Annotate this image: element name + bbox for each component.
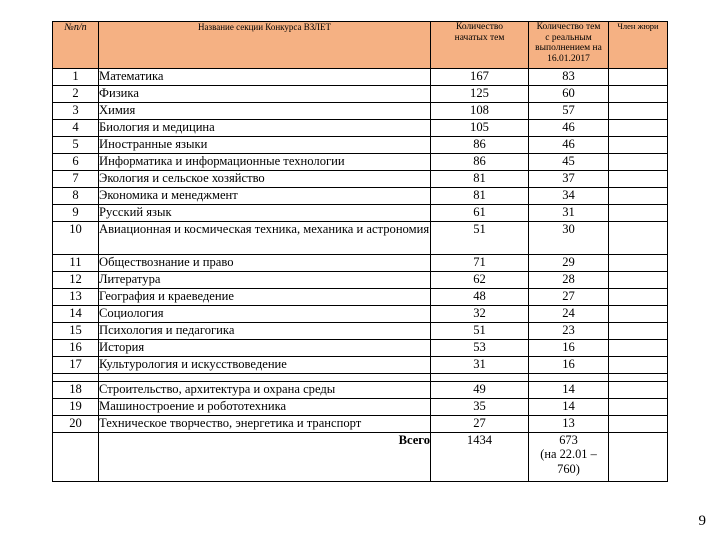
cell-started: 105 <box>431 120 529 137</box>
cell-section: Литература <box>99 272 431 289</box>
table-row <box>53 382 668 399</box>
cell-started: 51 <box>431 222 529 255</box>
cell-jury <box>609 382 668 399</box>
cell-jury <box>609 222 668 255</box>
spacer-cell <box>529 374 609 382</box>
cell-started: 27 <box>431 416 529 433</box>
column-header-completed <box>529 22 609 69</box>
cell-started: 48 <box>431 289 529 306</box>
table-row <box>53 272 668 289</box>
cell-started: 35 <box>431 399 529 416</box>
table-row <box>53 86 668 103</box>
column-header-completed-line-1: Количество тем <box>536 22 601 32</box>
cell-section: Техническое творчество, энергетика и транспорт <box>99 416 431 433</box>
cell-section: Строительство, архитектура и охрана среды <box>99 382 431 399</box>
cell-section: Авиационная и космическая техника, механика и астрономия <box>99 222 431 255</box>
spacer-cell <box>431 374 529 382</box>
cell-jury <box>609 188 668 205</box>
table-footer <box>53 433 668 482</box>
cell-section: География и краеведение <box>99 289 431 306</box>
cell-started: 62 <box>431 272 529 289</box>
cell-section: Иностранные языки <box>99 137 431 154</box>
total-completed-line-1: 673 <box>559 433 578 447</box>
cell-completed: 28 <box>529 272 609 289</box>
cell-completed: 13 <box>529 416 609 433</box>
cell-started: 53 <box>431 340 529 357</box>
cell-jury <box>609 103 668 120</box>
cell-number: 20 <box>53 416 99 433</box>
total-label: Всего <box>99 433 431 482</box>
cell-number: 11 <box>53 255 99 272</box>
cell-started: 61 <box>431 205 529 222</box>
cell-completed: 14 <box>529 399 609 416</box>
column-header-jury: Член жюри <box>609 22 668 69</box>
cell-completed: 83 <box>529 69 609 86</box>
table-row <box>53 357 668 374</box>
cell-section: Машиностроение и робототехника <box>99 399 431 416</box>
spacer-cell <box>53 374 99 382</box>
cell-completed: 45 <box>529 154 609 171</box>
table-row <box>53 323 668 340</box>
cell-started: 81 <box>431 171 529 188</box>
cell-number: 16 <box>53 340 99 357</box>
cell-number: 17 <box>53 357 99 374</box>
cell-jury <box>609 86 668 103</box>
cell-completed: 30 <box>529 222 609 255</box>
total-completed-line-2: (на 22.01 – <box>540 447 597 462</box>
cell-section: Биология и медицина <box>99 120 431 137</box>
table-header <box>53 22 668 69</box>
cell-number: 9 <box>53 205 99 222</box>
cell-section: История <box>99 340 431 357</box>
table-row <box>53 103 668 120</box>
table-row <box>53 205 668 222</box>
cell-started: 167 <box>431 69 529 86</box>
total-row <box>53 433 668 482</box>
cell-section: Химия <box>99 103 431 120</box>
cell-section: Экономика и менеджмент <box>99 188 431 205</box>
cell-section: Культурология и искусствоведение <box>99 357 431 374</box>
cell-started: 71 <box>431 255 529 272</box>
cell-jury <box>609 306 668 323</box>
cell-started: 86 <box>431 137 529 154</box>
table-row <box>53 340 668 357</box>
cell-jury <box>609 171 668 188</box>
cell-section: Физика <box>99 86 431 103</box>
cell-completed: 27 <box>529 289 609 306</box>
table-row <box>53 154 668 171</box>
cell-completed: 46 <box>529 137 609 154</box>
spacer-cell <box>609 374 668 382</box>
table-row <box>53 255 668 272</box>
cell-completed: 16 <box>529 340 609 357</box>
cell-started: 81 <box>431 188 529 205</box>
cell-jury <box>609 340 668 357</box>
table-header-row <box>53 22 668 69</box>
table-row <box>53 188 668 205</box>
table-spacer-row <box>53 374 668 382</box>
table-body <box>53 69 668 433</box>
cell-section: Русский язык <box>99 205 431 222</box>
cell-number: 10 <box>53 222 99 255</box>
cell-jury <box>609 289 668 306</box>
cell-jury <box>609 120 668 137</box>
total-jury <box>609 433 668 482</box>
sections-table <box>52 21 668 482</box>
cell-started: 31 <box>431 357 529 374</box>
cell-number: 19 <box>53 399 99 416</box>
cell-completed: 31 <box>529 205 609 222</box>
cell-jury <box>609 323 668 340</box>
total-started: 1434 <box>431 433 529 482</box>
cell-jury <box>609 399 668 416</box>
cell-started: 125 <box>431 86 529 103</box>
table-row <box>53 416 668 433</box>
cell-jury <box>609 205 668 222</box>
table-row <box>53 289 668 306</box>
table-row <box>53 222 668 255</box>
column-header-started-line-1: Количество <box>455 22 504 32</box>
cell-completed: 14 <box>529 382 609 399</box>
cell-number: 13 <box>53 289 99 306</box>
column-header-started-line-2: начатых тем <box>454 32 505 43</box>
cell-completed: 46 <box>529 120 609 137</box>
cell-jury <box>609 255 668 272</box>
cell-jury <box>609 272 668 289</box>
cell-jury <box>609 137 668 154</box>
cell-jury <box>609 154 668 171</box>
cell-completed: 23 <box>529 323 609 340</box>
cell-jury <box>609 416 668 433</box>
cell-number: 12 <box>53 272 99 289</box>
cell-number: 14 <box>53 306 99 323</box>
cell-started: 108 <box>431 103 529 120</box>
table-row <box>53 137 668 154</box>
table-row <box>53 306 668 323</box>
column-header-completed-line-3: выполнением на <box>535 43 602 54</box>
cell-section: Обществознание и право <box>99 255 431 272</box>
total-completed <box>529 433 609 482</box>
spacer-cell <box>99 374 431 382</box>
cell-number: 5 <box>53 137 99 154</box>
column-header-section: Название секции Конкурса ВЗЛЕТ <box>99 22 431 69</box>
table-row <box>53 120 668 137</box>
column-header-started <box>431 22 529 69</box>
cell-completed: 29 <box>529 255 609 272</box>
cell-started: 86 <box>431 154 529 171</box>
cell-number: 8 <box>53 188 99 205</box>
cell-section: Экология и сельское хозяйство <box>99 171 431 188</box>
total-spacer <box>53 433 99 482</box>
cell-section: Психология и педагогика <box>99 323 431 340</box>
cell-number: 18 <box>53 382 99 399</box>
cell-number: 2 <box>53 86 99 103</box>
column-header-number: №п/п <box>53 22 99 69</box>
cell-completed: 24 <box>529 306 609 323</box>
cell-section: Социология <box>99 306 431 323</box>
cell-completed: 60 <box>529 86 609 103</box>
cell-number: 15 <box>53 323 99 340</box>
cell-number: 1 <box>53 69 99 86</box>
table-row <box>53 171 668 188</box>
cell-number: 6 <box>53 154 99 171</box>
cell-started: 51 <box>431 323 529 340</box>
cell-completed: 16 <box>529 357 609 374</box>
cell-completed: 37 <box>529 171 609 188</box>
cell-started: 32 <box>431 306 529 323</box>
total-completed-line-3: 760) <box>557 461 580 476</box>
cell-jury <box>609 357 668 374</box>
cell-section: Информатика и информационные технологии <box>99 154 431 171</box>
table-row <box>53 69 668 86</box>
cell-number: 4 <box>53 120 99 137</box>
cell-completed: 34 <box>529 188 609 205</box>
cell-section: Математика <box>99 69 431 86</box>
page-number: 9 <box>698 513 706 529</box>
cell-number: 7 <box>53 171 99 188</box>
column-header-completed-line-4: 16.01.2017 <box>547 53 590 64</box>
table-row <box>53 399 668 416</box>
cell-number: 3 <box>53 103 99 120</box>
column-header-completed-line-2: с реальным <box>545 32 592 43</box>
cell-completed: 57 <box>529 103 609 120</box>
cell-started: 49 <box>431 382 529 399</box>
cell-jury <box>609 69 668 86</box>
